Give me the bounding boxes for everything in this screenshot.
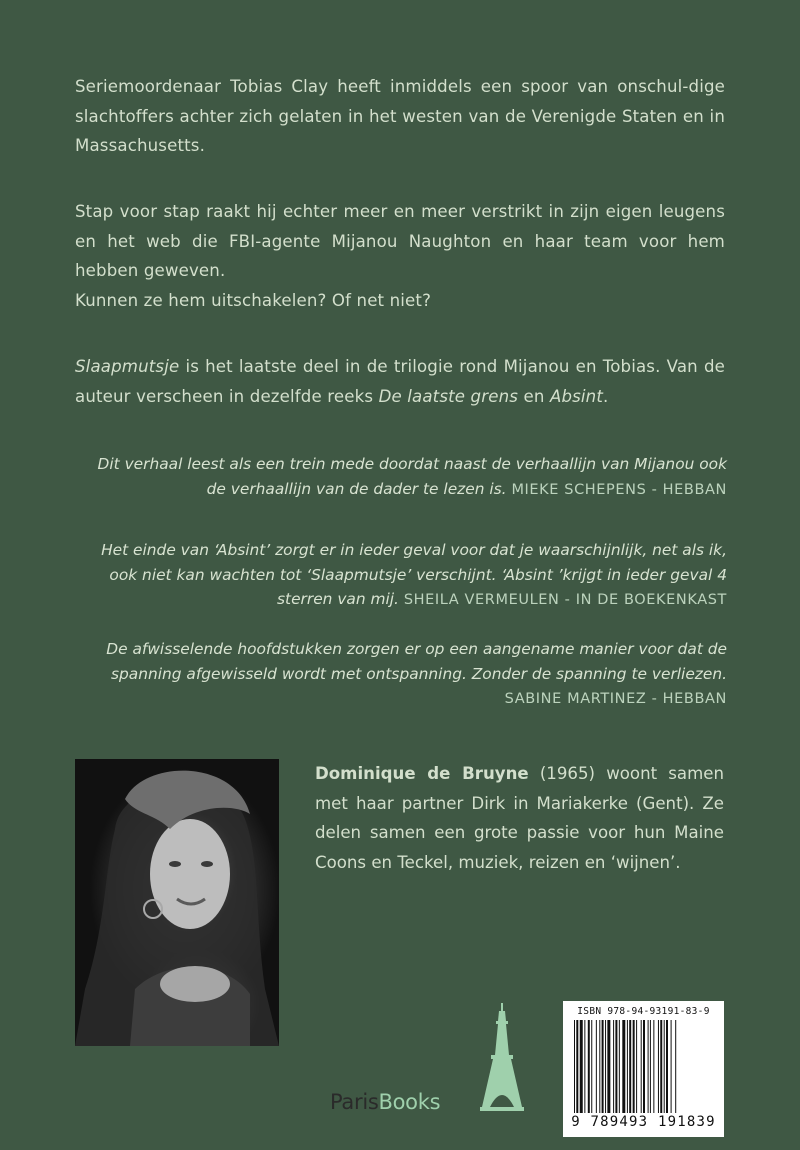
book-title-slaapmutsje: Slaapmutsje	[75, 357, 180, 376]
blurb-paragraph-1	[75, 72, 725, 161]
book-title-de-laatste-grens: De laatste grens	[378, 386, 519, 406]
author-photo	[75, 759, 279, 1046]
book-title-absint: Absint	[549, 386, 604, 406]
author-bio	[315, 759, 724, 877]
blurb-text-1: Seriemoordenaar Tobias Clay heeft inmiddels een spoor van onschul-dige slachtoffers achter zich gelaten in het westen van de Verenigde Staten en in Massachusetts.	[75, 77, 725, 155]
review-source: SHEILA VERMEULEN - IN DE BOEKENKAST	[403, 592, 727, 608]
review-source: SABINE MARTINEZ - HEBBAN	[504, 691, 727, 707]
author-portrait-silhouette	[75, 759, 279, 1046]
blurb-text-3c: .	[603, 386, 609, 406]
review-quote-1	[75, 452, 727, 502]
barcode-bars	[574, 1020, 713, 1113]
publisher-logo-part2: Books	[378, 1090, 441, 1114]
eiffel-tower-icon	[478, 1003, 526, 1111]
review-source: MIEKE SCHEPENS - HEBBAN	[511, 481, 727, 498]
blurb-paragraph-3	[75, 352, 725, 411]
isbn-digits: 9 789493 191839	[571, 1114, 716, 1130]
review-quote-text: Het einde van ‘Absint’ zorgt er in ieder geval voor dat je waarschijnlijk, net als ik, ook niet kan wachten tot ‘Slaapmutsje’ verschijnt. ‘Absint ’krijgt in ieder geval 4 sterren van mij.	[101, 541, 727, 608]
isbn-barcode	[563, 1001, 724, 1137]
review-quote-2	[75, 538, 727, 613]
blurb-text-2b: Kunnen ze hem uitschakelen? Of net niet?	[75, 290, 432, 310]
review-quote-3	[75, 637, 727, 712]
blurb-text-2a: Stap voor stap raakt hij echter meer en meer verstrikt in zijn eigen leugens en het web die FBI-agente Mijanou Naughton en haar team voor hem hebben geweven.	[75, 202, 725, 280]
author-bio-text: (1965) woont samen met haar partner Dirk in Mariakerke (Gent). Ze delen samen een grote passie voor hun Maine Coons en Teckel, muziek, reizen en ‘wijnen’.	[315, 764, 724, 872]
publisher-logo	[330, 1090, 440, 1114]
blurb-text-3b: en	[518, 386, 550, 406]
review-quote-text: Dit verhaal leest als een trein mede doordat naast de verhaallijn van Mijanou ook de verhaallijn van de dader te lezen is.	[97, 455, 727, 498]
publisher-logo-part1: Paris	[330, 1090, 379, 1114]
review-quote-text: De afwisselende hoofdstukken zorgen er op een aangename manier voor dat de spanning afgewisseld wordt met ontspanning. Zonder de spanning te verliezen.	[106, 640, 727, 683]
blurb-text-3	[75, 352, 725, 411]
blurb-text-3a: is het laatste deel in de trilogie rond Mijanou en Tobias. Van de auteur verscheen in dezelfde reeks	[75, 357, 725, 406]
isbn-label: ISBN 978-94-93191-83-9	[577, 1006, 710, 1017]
author-name: Dominique de Bruyne	[315, 764, 529, 783]
blurb-paragraph-2	[75, 197, 725, 315]
